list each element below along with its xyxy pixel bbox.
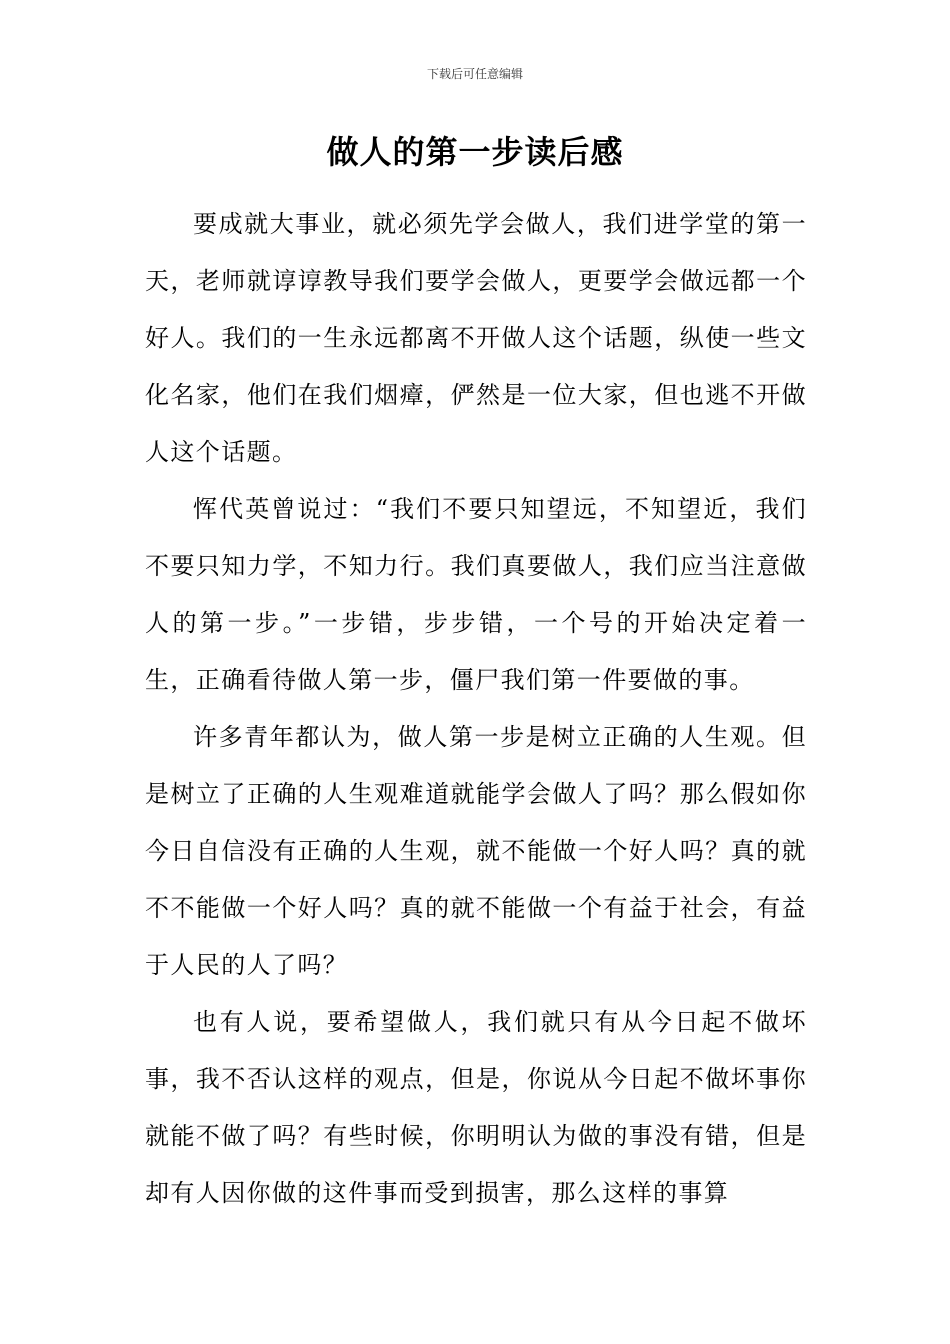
paragraph-4: 也有人说，要希望做人，我们就只有从今日起不做坏事，我不否认这样的观点，但是，你说从今日起不做坏事你就能不做了吗？有些时候，你明明认为做的事没有错，但是却有人因你做的这件事而受到损害，那么这样的事算 [145,1008,807,1207]
paragraph-1: 要成就大事业，就必须先学会做人，我们进学堂的第一天，老师就谆谆教导我们要学会做人，更要学会做远都一个好人。我们的一生永远都离不开做人这个话题，纵使一些文化名家，他们在我们烟瘴，俨然是一位大家，但也逃不开做人这个话题。 [145,210,807,466]
document-body [145,196,807,1222]
paragraph-3: 许多青年都认为，做人第一步是树立正确的人生观。但是树立了正确的人生观难道就能学会做人了吗？那么假如你今日自信没有正确的人生观，就不能做一个好人吗？真的就不不能做一个好人吗？真的就不能做一个有益于社会，有益于人民的人了吗？ [145,723,807,979]
document-title: 做人的第一步读后感 [326,133,624,171]
paragraph-2: 恽代英曾说过：“我们不要只知望远，不知望近，我们不要只知力学，不知力行。我们真要做人，我们应当注意做人的第一步。”一步错，步步错，一个号的开始决定着一生，正确看待做人第一步，僵尸我们第一件要做的事。 [145,495,807,694]
header-note: 下载后可任意编辑 [426,67,523,81]
